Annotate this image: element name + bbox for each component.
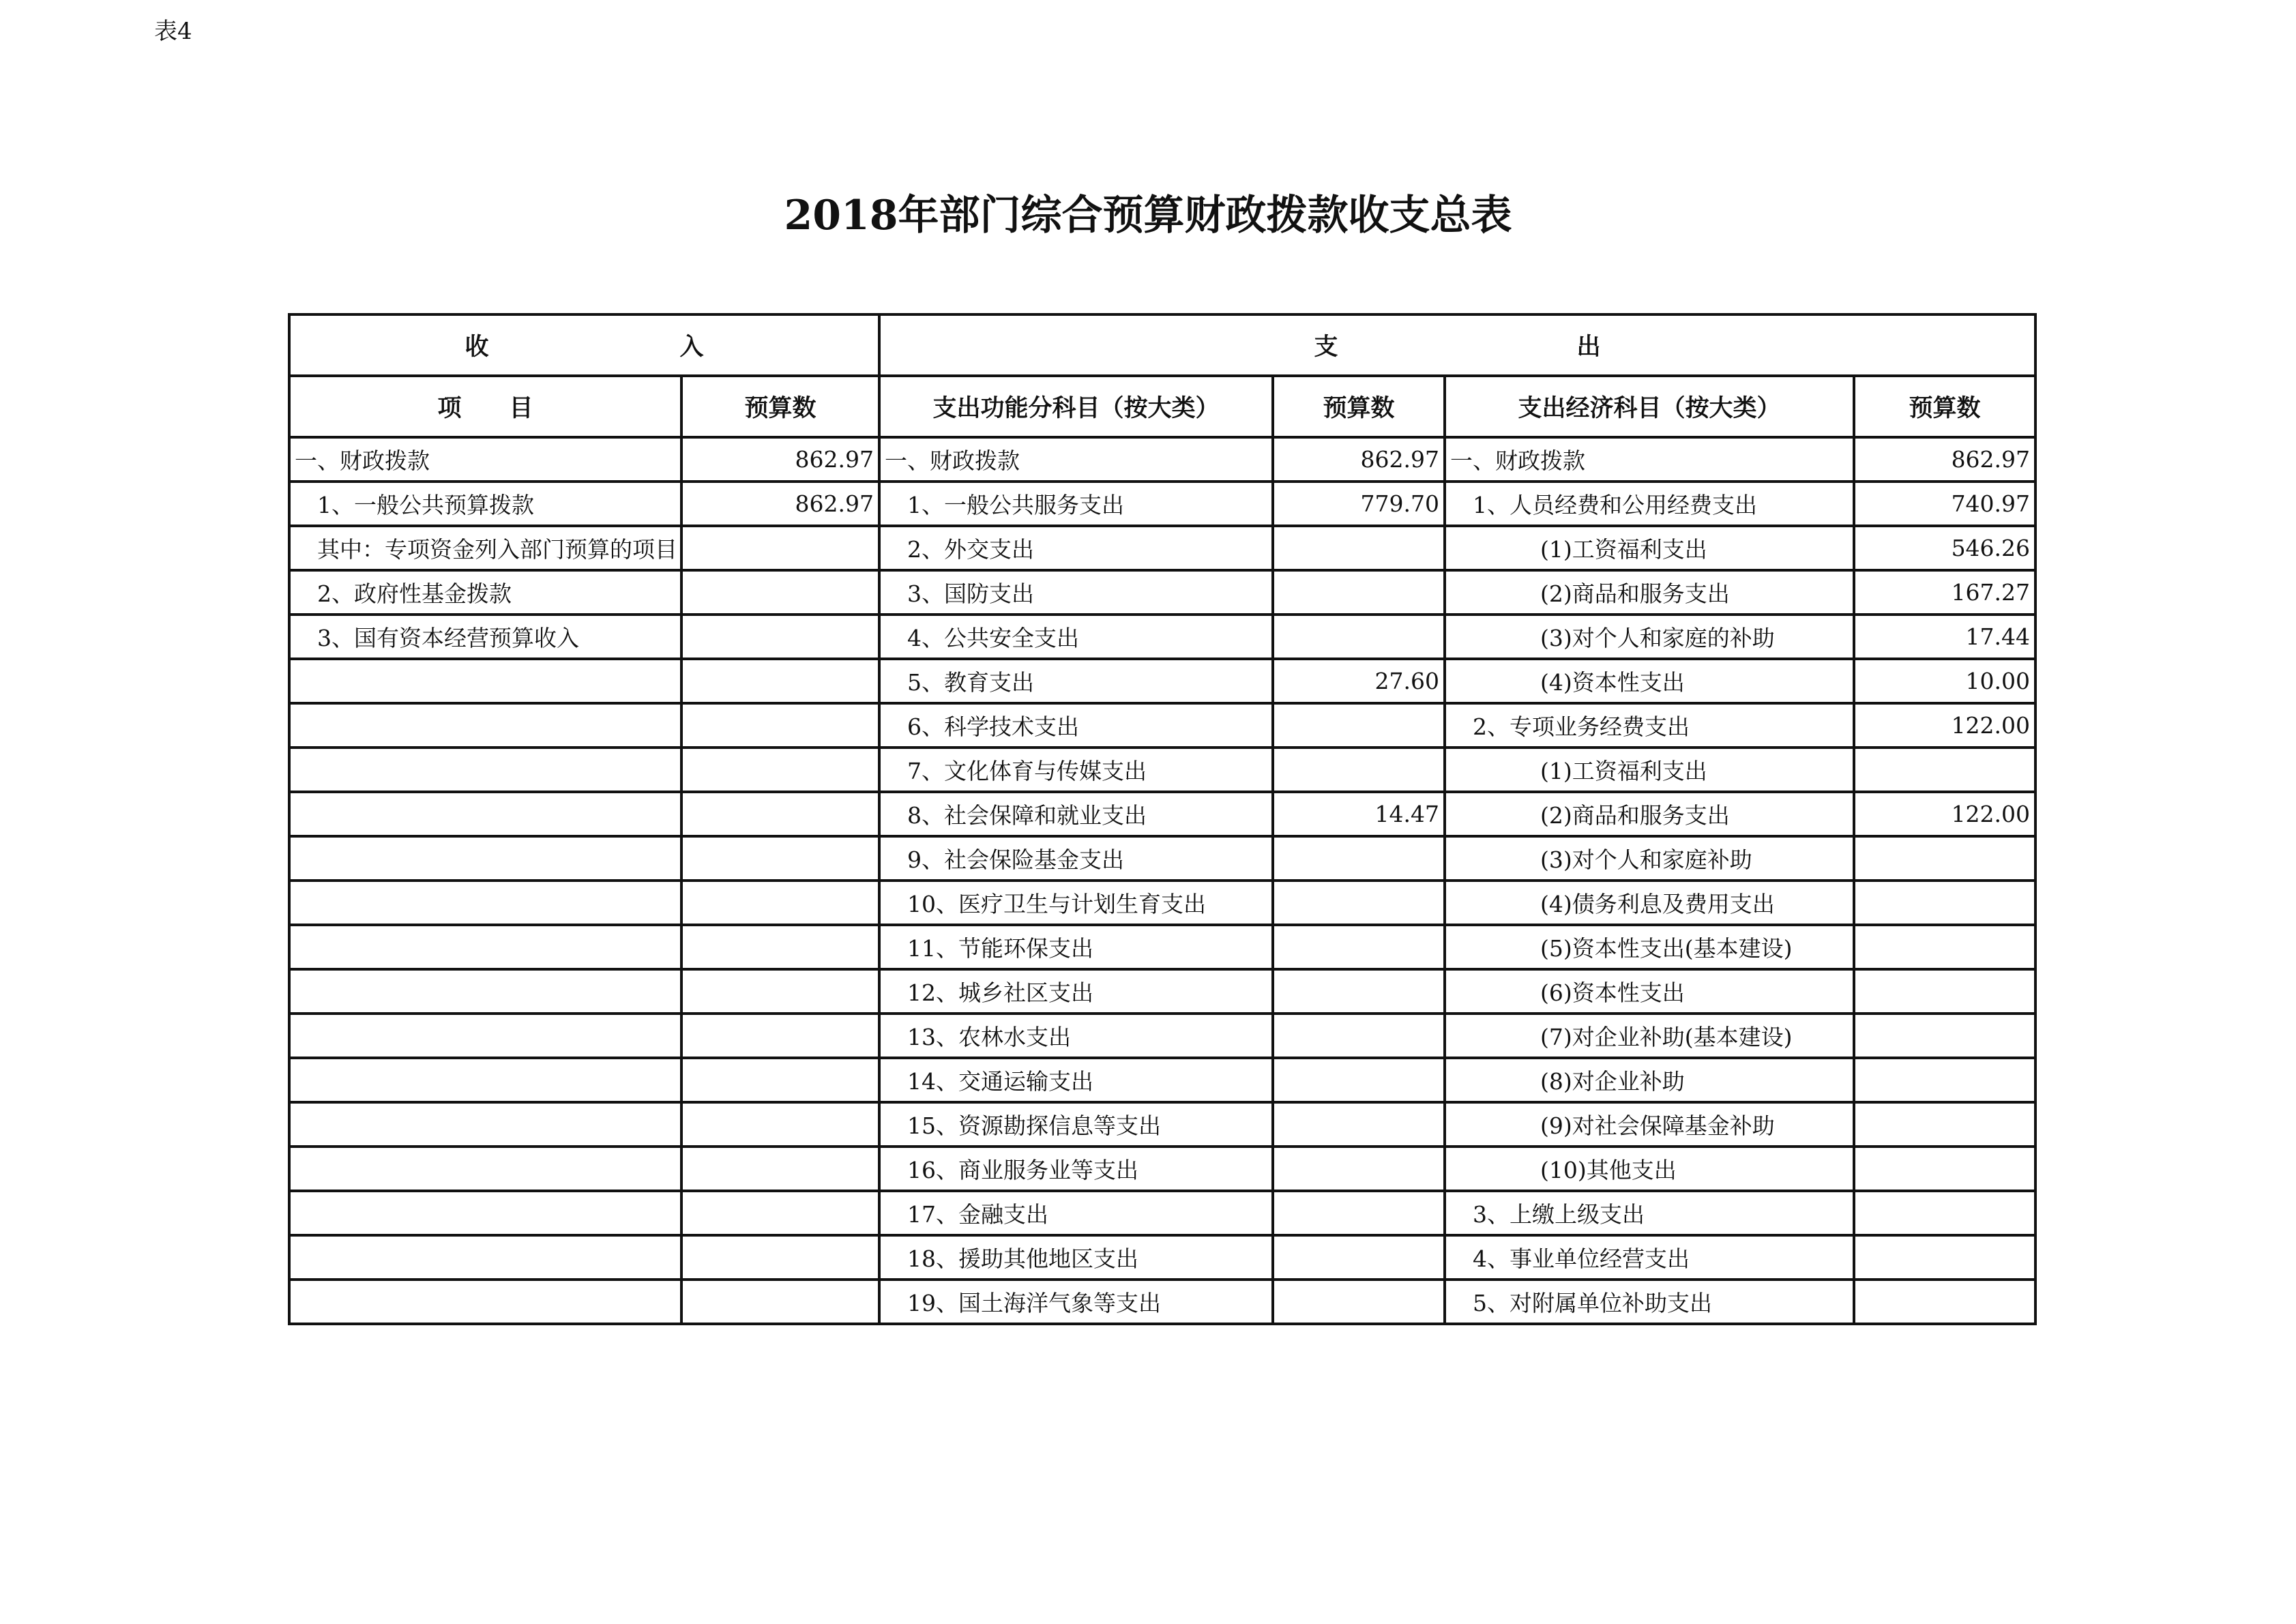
func-amount-cell (1273, 1014, 1445, 1058)
func-amount-cell: 27.60 (1273, 659, 1445, 703)
budget-table (288, 313, 2037, 1325)
func-item-cell: 6、科学技术支出 (879, 703, 1273, 748)
table-row (289, 1191, 2035, 1235)
econ-amount-cell: 122.00 (1854, 792, 2035, 836)
table-row (289, 703, 2035, 748)
income-item-cell (289, 969, 681, 1014)
func-item-cell: 8、社会保障和就业支出 (879, 792, 1273, 836)
income-amount-cell: 862.97 (681, 482, 879, 526)
func-amount-cell (1273, 615, 1445, 659)
econ-amount-cell (1854, 1014, 2035, 1058)
table-row (289, 526, 2035, 570)
table-row (289, 482, 2035, 526)
econ-item-cell: 2、专项业务经费支出 (1445, 703, 1854, 748)
col-header-func-subject: 支出功能分科目（按大类） (879, 376, 1273, 437)
income-item-cell: 一、财政拨款 (289, 437, 681, 482)
econ-amount-cell (1854, 1280, 2035, 1324)
table-row (289, 792, 2035, 836)
func-amount-cell (1273, 881, 1445, 925)
func-amount-cell (1273, 969, 1445, 1014)
econ-item-cell: (4)债务利息及费用支出 (1445, 881, 1854, 925)
func-amount-cell (1273, 836, 1445, 881)
income-item-cell (289, 1014, 681, 1058)
income-amount-cell (681, 1058, 879, 1102)
econ-item-cell: 1、人员经费和公用经费支出 (1445, 482, 1854, 526)
func-amount-cell (1273, 1147, 1445, 1191)
econ-item-cell: (8)对企业补助 (1445, 1058, 1854, 1102)
func-item-cell: 1、一般公共服务支出 (879, 482, 1273, 526)
income-amount-cell (681, 615, 879, 659)
func-amount-cell (1273, 526, 1445, 570)
income-item-cell (289, 703, 681, 748)
econ-amount-cell: 546.26 (1854, 526, 2035, 570)
table-row (289, 1147, 2035, 1191)
func-item-cell: 4、公共安全支出 (879, 615, 1273, 659)
func-amount-cell (1273, 925, 1445, 969)
income-amount-cell (681, 969, 879, 1014)
income-amount-cell (681, 526, 879, 570)
income-amount-cell (681, 1147, 879, 1191)
func-amount-cell (1273, 1102, 1445, 1147)
econ-amount-cell (1854, 969, 2035, 1014)
table-row (289, 1058, 2035, 1102)
func-item-cell: 18、援助其他地区支出 (879, 1235, 1273, 1280)
func-item-cell: 9、社会保险基金支出 (879, 836, 1273, 881)
table-row (289, 437, 2035, 482)
income-item-cell (289, 836, 681, 881)
func-item-cell: 10、医疗卫生与计划生育支出 (879, 881, 1273, 925)
income-item-cell (289, 1058, 681, 1102)
func-amount-cell: 862.97 (1273, 437, 1445, 482)
table-row (289, 570, 2035, 615)
income-item-cell: 2、政府性基金拨款 (289, 570, 681, 615)
econ-item-cell: (9)对社会保障基金补助 (1445, 1102, 1854, 1147)
econ-item-cell: (6)资本性支出 (1445, 969, 1854, 1014)
econ-amount-cell (1854, 1147, 2035, 1191)
econ-item-cell: (1)工资福利支出 (1445, 748, 1854, 792)
budget-table-body (289, 314, 2035, 1324)
income-amount-cell (681, 1235, 879, 1280)
income-amount-cell (681, 792, 879, 836)
table-row (289, 881, 2035, 925)
income-amount-cell (681, 881, 879, 925)
income-amount-cell (681, 1102, 879, 1147)
func-item-cell: 16、商业服务业等支出 (879, 1147, 1273, 1191)
func-amount-cell: 14.47 (1273, 792, 1445, 836)
econ-amount-cell: 167.27 (1854, 570, 2035, 615)
econ-amount-cell (1854, 1235, 2035, 1280)
table-row (289, 1235, 2035, 1280)
table-row (289, 748, 2035, 792)
income-item-cell (289, 925, 681, 969)
income-section-header: 收 入 (289, 314, 879, 376)
income-amount-cell (681, 748, 879, 792)
econ-item-cell: 4、事业单位经营支出 (1445, 1235, 1854, 1280)
econ-item-cell: (7)对企业补助(基本建设) (1445, 1014, 1854, 1058)
income-amount-cell (681, 1014, 879, 1058)
income-item-cell (289, 792, 681, 836)
econ-amount-cell: 862.97 (1854, 437, 2035, 482)
page-title: 2018年部门综合预算财政拨款收支总表 (784, 192, 1512, 239)
income-item-cell (289, 1102, 681, 1147)
func-item-cell: 一、财政拨款 (879, 437, 1273, 482)
income-amount-cell (681, 925, 879, 969)
income-item-cell (289, 881, 681, 925)
func-amount-cell (1273, 748, 1445, 792)
table-row (289, 659, 2035, 703)
econ-amount-cell (1854, 1191, 2035, 1235)
econ-item-cell: (10)其他支出 (1445, 1147, 1854, 1191)
col-header-budget-2: 预算数 (1273, 376, 1445, 437)
col-header-econ-subject: 支出经济科目（按大类） (1445, 376, 1854, 437)
econ-item-cell: (2)商品和服务支出 (1445, 570, 1854, 615)
expense-section-header: 支 出 (879, 314, 2035, 376)
func-amount-cell (1273, 570, 1445, 615)
econ-amount-cell: 17.44 (1854, 615, 2035, 659)
func-item-cell: 11、节能环保支出 (879, 925, 1273, 969)
income-amount-cell (681, 1191, 879, 1235)
table-row (289, 1014, 2035, 1058)
econ-amount-cell: 122.00 (1854, 703, 2035, 748)
econ-amount-cell (1854, 881, 2035, 925)
econ-amount-cell (1854, 1058, 2035, 1102)
func-item-cell: 2、外交支出 (879, 526, 1273, 570)
table-row (289, 925, 2035, 969)
econ-item-cell: 3、上缴上级支出 (1445, 1191, 1854, 1235)
func-item-cell: 7、文化体育与传媒支出 (879, 748, 1273, 792)
income-amount-cell: 862.97 (681, 437, 879, 482)
income-amount-cell (681, 659, 879, 703)
econ-item-cell: (3)对个人和家庭补助 (1445, 836, 1854, 881)
econ-item-cell: (3)对个人和家庭的补助 (1445, 615, 1854, 659)
func-amount-cell (1273, 1058, 1445, 1102)
econ-amount-cell (1854, 925, 2035, 969)
func-amount-cell (1273, 1235, 1445, 1280)
econ-item-cell: 一、财政拨款 (1445, 437, 1854, 482)
table-row (289, 969, 2035, 1014)
econ-amount-cell (1854, 1102, 2035, 1147)
econ-item-cell: (2)商品和服务支出 (1445, 792, 1854, 836)
func-amount-cell (1273, 1191, 1445, 1235)
income-item-cell: 其中：专项资金列入部门预算的项目 (289, 526, 681, 570)
func-item-cell: 5、教育支出 (879, 659, 1273, 703)
func-item-cell: 15、资源勘探信息等支出 (879, 1102, 1273, 1147)
econ-item-cell: (5)资本性支出(基本建设) (1445, 925, 1854, 969)
income-item-cell: 1、一般公共预算拨款 (289, 482, 681, 526)
income-item-cell (289, 1191, 681, 1235)
income-amount-cell (681, 1280, 879, 1324)
econ-amount-cell (1854, 836, 2035, 881)
header-row-columns (289, 376, 2035, 437)
income-amount-cell (681, 703, 879, 748)
table-row (289, 836, 2035, 881)
income-item-cell (289, 1280, 681, 1324)
table-number: 表4 (154, 18, 192, 45)
func-amount-cell (1273, 1280, 1445, 1324)
func-item-cell: 12、城乡社区支出 (879, 969, 1273, 1014)
income-item-cell: 3、国有资本经营预算收入 (289, 615, 681, 659)
income-item-cell (289, 1147, 681, 1191)
header-row-section (289, 314, 2035, 376)
income-item-cell (289, 659, 681, 703)
income-amount-cell (681, 836, 879, 881)
income-item-cell (289, 748, 681, 792)
col-header-budget: 预算数 (681, 376, 879, 437)
func-amount-cell (1273, 703, 1445, 748)
econ-amount-cell (1854, 748, 2035, 792)
econ-item-cell: 5、对附属单位补助支出 (1445, 1280, 1854, 1324)
econ-amount-cell: 10.00 (1854, 659, 2035, 703)
func-item-cell: 19、国土海洋气象等支出 (879, 1280, 1273, 1324)
func-item-cell: 3、国防支出 (879, 570, 1273, 615)
econ-item-cell: (4)资本性支出 (1445, 659, 1854, 703)
table-row (289, 1102, 2035, 1147)
table-row (289, 615, 2035, 659)
func-item-cell: 13、农林水支出 (879, 1014, 1273, 1058)
table-row (289, 1280, 2035, 1324)
econ-item-cell: (1)工资福利支出 (1445, 526, 1854, 570)
col-header-item: 项 目 (289, 376, 681, 437)
income-item-cell (289, 1235, 681, 1280)
income-amount-cell (681, 570, 879, 615)
func-item-cell: 17、金融支出 (879, 1191, 1273, 1235)
func-amount-cell: 779.70 (1273, 482, 1445, 526)
col-header-budget-3: 预算数 (1854, 376, 2035, 437)
func-item-cell: 14、交通运输支出 (879, 1058, 1273, 1102)
econ-amount-cell: 740.97 (1854, 482, 2035, 526)
